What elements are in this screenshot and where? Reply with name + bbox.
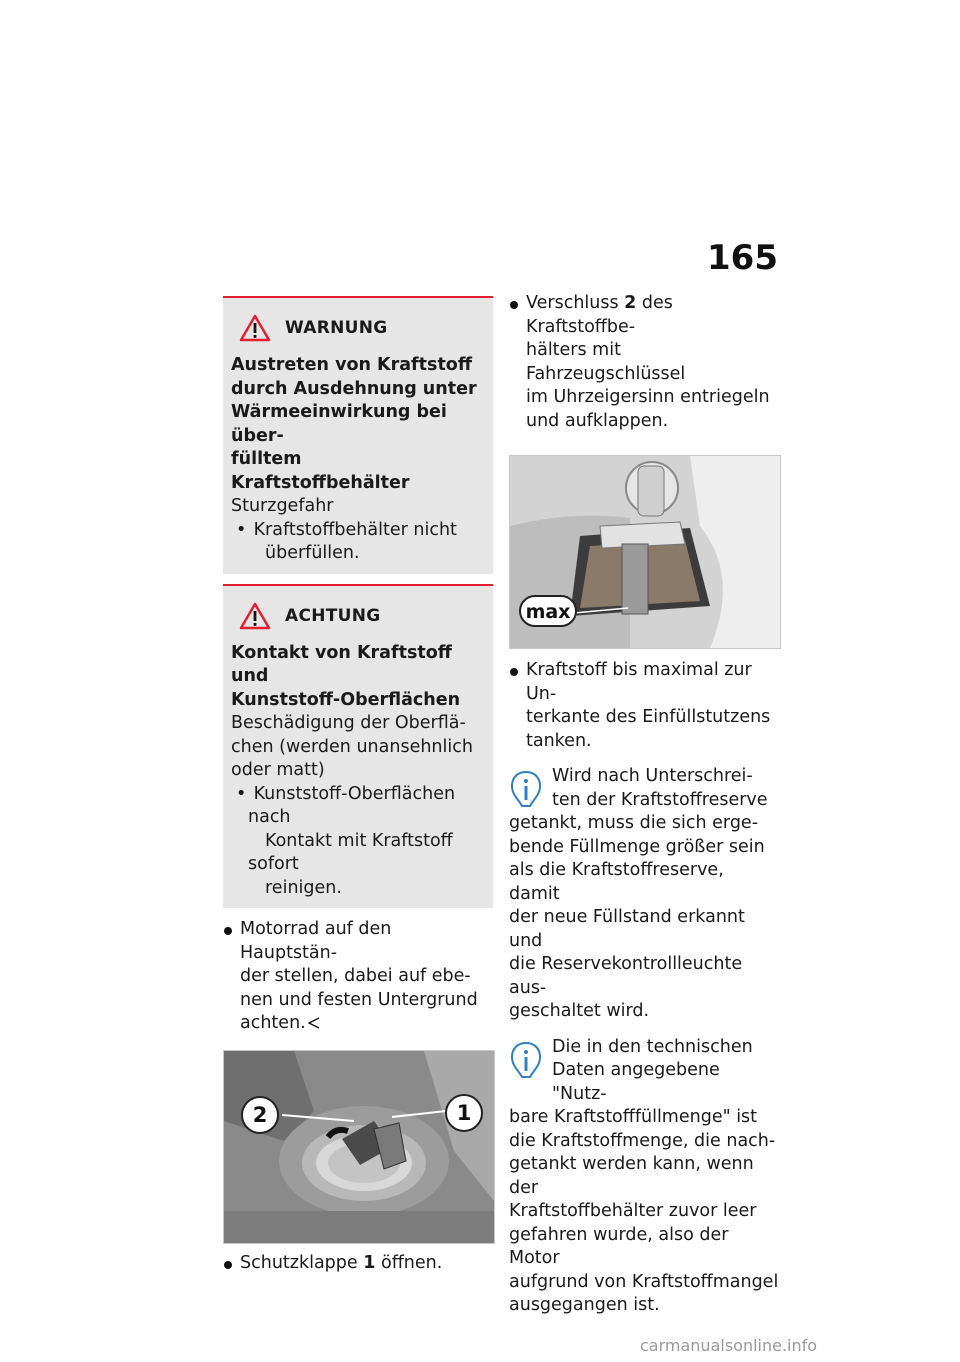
fuel-filler-photo — [509, 455, 781, 649]
caution-title: Kontakt von Kraftstoff und Kunststoff-Oberflächen — [231, 642, 461, 710]
right-column — [509, 292, 779, 1318]
caution-label: ACHTUNG — [285, 605, 381, 626]
page-number: 165 — [707, 238, 778, 278]
warning-triangle-icon — [239, 314, 271, 342]
bullet-dot — [224, 927, 232, 935]
step-park-motorcycle: Motorrad auf den Hauptstän- der stellen, dabei auf ebe- nen und festen Untergrund achten. — [223, 918, 493, 1036]
caution-consequence: Beschädigung der Oberflä- chen (werden unansehnlich oder matt) — [231, 713, 473, 780]
step-open-flap: Schutzklappe 1 öffnen. — [223, 1252, 493, 1276]
warning-triangle-icon — [239, 602, 271, 630]
fuel-cap-illustration — [224, 1051, 494, 1243]
caution-box — [223, 584, 493, 909]
max-label: max — [525, 601, 571, 623]
end-of-section-icon — [308, 1017, 320, 1029]
bullet-dot — [224, 1261, 232, 1269]
fuel-filler-illustration — [510, 456, 780, 648]
bullet-dot — [510, 301, 518, 309]
step-unlock-cap: Verschluss 2 des Kraftstoffbe- hälters mit Fahrzeugschlüssel im Uhrzeigersinn entriegeln und aufklappen. — [509, 292, 779, 433]
info-reserve-note: Wird nach Unterschrei- ten der Kraftstoffreserve getankt, muss die sich erge- bende Füllmenge größer sein als die Kraftstoffreserve, damit der neue Füllstand erkannt und die Reservekontrollleuchte aus- geschaltet wird. — [509, 766, 768, 1021]
warning-title: Austreten von Kraftstoff durch Ausdehnung unter Wärmeeinwirkung bei über- fülltem Kraftstoffbehälter — [231, 355, 477, 493]
warning-header — [231, 314, 485, 342]
warning-label: WARNUNG — [285, 318, 388, 338]
info-usable-capacity-note: Die in den technischen Daten angegebene "Nutz- bare Kraftstofffüllmenge" ist die Kraftstoffmenge, die nach- getankt werden kann, wenn der Kraftstoffbehälter zuvor leer gefahren wurde, also der Motor aufgrund von Kraftstoffmangel ausgegangen ist. — [509, 1036, 779, 1315]
bullet-dot — [510, 668, 518, 676]
caution-bullet: • Kunststoff-Oberflächen nach Kontakt mit Kraftstoff sofort reinigen. — [231, 783, 485, 901]
step-fill-fuel: Kraftstoff bis maximal zur Un- terkante des Einfüllstutzens tanken. — [509, 659, 779, 753]
warning-hazard: Sturzgefahr — [231, 496, 334, 516]
info-icon — [509, 1040, 543, 1080]
info-icon — [509, 769, 543, 809]
watermark: carmanualsonline.info — [640, 1336, 818, 1355]
callout-1: 1 — [456, 1100, 472, 1125]
fuel-cap-photo — [223, 1050, 495, 1244]
caution-header — [231, 602, 485, 630]
warning-bullet: • Kraftstoffbehälter nicht überfüllen. — [231, 519, 485, 566]
callout-2: 2 — [252, 1102, 268, 1127]
left-column — [223, 296, 493, 1275]
warning-box — [223, 296, 493, 574]
